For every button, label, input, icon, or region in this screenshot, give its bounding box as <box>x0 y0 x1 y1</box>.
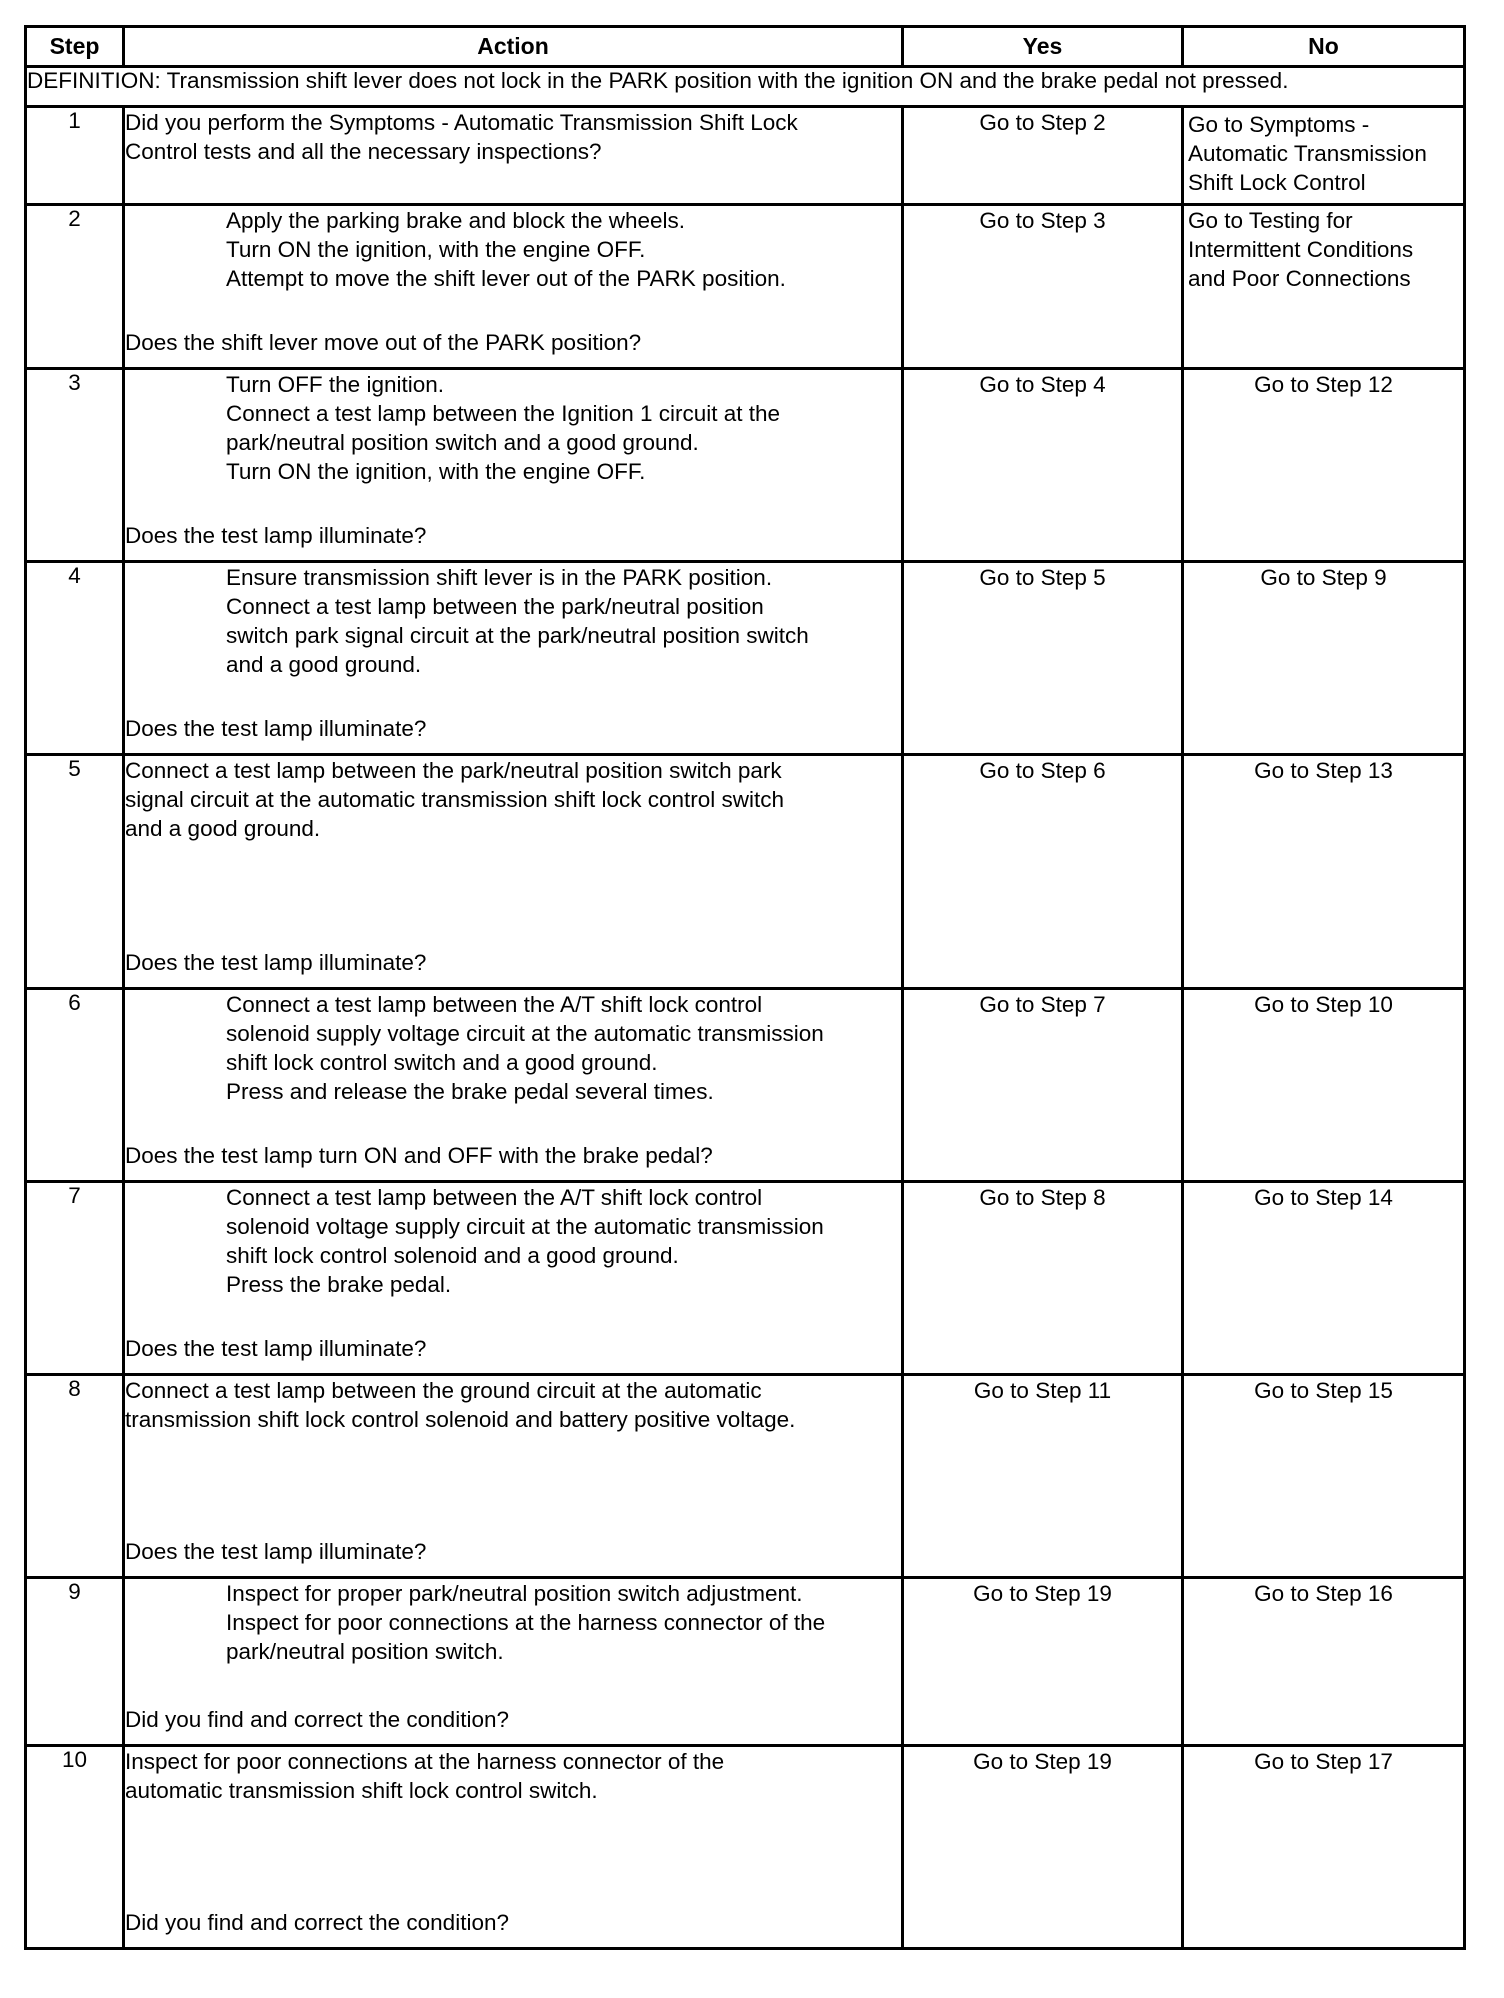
yes-result: Go to Step 6 <box>979 758 1106 783</box>
yes-cell <box>903 107 1183 205</box>
yes-result: Go to Step 2 <box>979 110 1106 135</box>
yes-cell <box>903 1182 1183 1375</box>
step-number: 6 <box>26 989 124 1182</box>
no-cell <box>1183 1182 1465 1375</box>
no-cell <box>1183 107 1465 205</box>
yes-cell <box>903 1375 1183 1578</box>
yes-cell <box>903 989 1183 1182</box>
action-substep-line: and a good ground. <box>226 652 422 677</box>
action-question: Does the test lamp turn ON and OFF with the brake pedal? <box>125 1143 713 1168</box>
no-result-line: Go to Symptoms - <box>1188 112 1370 137</box>
action-substep-line: shift lock control switch and a good ground. <box>226 1050 658 1075</box>
action-cell <box>124 107 903 205</box>
no-result-line: Go to Step 9 <box>1260 565 1387 590</box>
yes-cell <box>903 755 1183 989</box>
action-question: Does the shift lever move out of the PARK position? <box>125 330 642 355</box>
action-substep-line: Press the brake pedal. <box>226 1272 452 1297</box>
action-cell <box>124 1375 903 1578</box>
action-substep-line: Attempt to move the shift lever out of the PARK position. <box>226 266 786 291</box>
table-row <box>26 562 1465 755</box>
action-substep-line: solenoid supply voltage circuit at the automatic transmission <box>226 1021 824 1046</box>
action-cell <box>124 1578 903 1746</box>
table-row <box>26 205 1465 369</box>
step-number: 5 <box>26 755 124 989</box>
action-substep-line: Press and release the brake pedal several times. <box>226 1079 714 1104</box>
yes-result: Go to Step 8 <box>979 1185 1106 1210</box>
step-number: 1 <box>26 107 124 205</box>
header-yes: Yes <box>903 27 1183 67</box>
action-intro-line: Connect a test lamp between the ground circuit at the automatic <box>125 1378 762 1403</box>
action-substeps <box>125 1579 901 1666</box>
table-row <box>26 369 1465 562</box>
table-row <box>26 1182 1465 1375</box>
yes-result: Go to Step 19 <box>973 1749 1112 1774</box>
action-intro <box>125 1376 901 1434</box>
table-row <box>26 1578 1465 1746</box>
step-number: 9 <box>26 1578 124 1746</box>
no-cell <box>1183 369 1465 562</box>
yes-cell <box>903 369 1183 562</box>
action-intro-line: Connect a test lamp between the park/neutral position switch park <box>125 758 782 783</box>
action-intro <box>125 1747 901 1805</box>
yes-result: Go to Step 4 <box>979 372 1106 397</box>
action-substep-line: park/neutral position switch. <box>226 1639 504 1664</box>
table-row <box>26 1375 1465 1578</box>
action-intro-line: transmission shift lock control solenoid and battery positive voltage. <box>125 1407 796 1432</box>
definition-text: DEFINITION: Transmission shift lever does not lock in the PARK position with the ignition ON and the brake pedal not pressed. <box>26 67 1465 107</box>
no-result-line: Go to Step 14 <box>1254 1185 1393 1210</box>
yes-result: Go to Step 19 <box>973 1581 1112 1606</box>
yes-result: Go to Step 11 <box>973 1378 1112 1403</box>
action-question: Does the test lamp illuminate? <box>125 1539 427 1564</box>
action-cell <box>124 989 903 1182</box>
no-result-line: Go to Testing for <box>1188 208 1353 233</box>
action-intro <box>125 108 901 166</box>
action-substep-line: park/neutral position switch and a good ground. <box>226 430 699 455</box>
action-question: Does the test lamp illuminate? <box>125 523 427 548</box>
action-intro-line: and a good ground. <box>125 816 321 841</box>
step-number: 4 <box>26 562 124 755</box>
no-result-line: Automatic Transmission <box>1188 141 1427 166</box>
diagnostic-table <box>24 25 1466 1950</box>
action-substeps <box>125 206 901 293</box>
action-question: Does the test lamp illuminate? <box>125 716 427 741</box>
no-cell <box>1183 562 1465 755</box>
action-substep-line: Inspect for proper park/neutral position switch adjustment. <box>226 1581 803 1606</box>
action-substep-line: Inspect for poor connections at the harness connector of the <box>226 1610 826 1635</box>
yes-result: Go to Step 3 <box>979 208 1106 233</box>
action-intro <box>125 756 901 843</box>
action-substep-line: Connect a test lamp between the A/T shift lock control <box>226 1185 763 1210</box>
no-result-line: Go to Step 17 <box>1254 1749 1393 1774</box>
no-cell <box>1183 205 1465 369</box>
action-substeps <box>125 563 901 679</box>
action-question: Did you find and correct the condition? <box>125 1707 509 1732</box>
no-result-line: Shift Lock Control <box>1188 170 1366 195</box>
no-result-line: Go to Step 13 <box>1254 758 1393 783</box>
action-substep-line: shift lock control solenoid and a good ground. <box>226 1243 679 1268</box>
action-intro-line: signal circuit at the automatic transmission shift lock control switch <box>125 787 785 812</box>
no-result-line: Go to Step 16 <box>1254 1581 1393 1606</box>
no-result-line: Go to Step 12 <box>1254 372 1393 397</box>
table-row <box>26 755 1465 989</box>
yes-cell <box>903 1746 1183 1949</box>
action-cell <box>124 1182 903 1375</box>
action-intro-line: Inspect for poor connections at the harness connector of the <box>125 1749 725 1774</box>
no-cell <box>1183 1578 1465 1746</box>
action-substep-line: Turn ON the ignition, with the engine OFF. <box>226 237 646 262</box>
header-row <box>26 27 1465 67</box>
yes-cell <box>903 1578 1183 1746</box>
action-intro-line: automatic transmission shift lock control switch. <box>125 1778 598 1803</box>
yes-result: Go to Step 7 <box>979 992 1106 1017</box>
action-substeps <box>125 370 901 486</box>
table-row <box>26 989 1465 1182</box>
step-number: 7 <box>26 1182 124 1375</box>
action-question: Does the test lamp illuminate? <box>125 950 427 975</box>
action-substep-line: solenoid voltage supply circuit at the automatic transmission <box>226 1214 824 1239</box>
header-step: Step <box>26 27 124 67</box>
table-row <box>26 1746 1465 1949</box>
action-substep-line: Apply the parking brake and block the wheels. <box>226 208 686 233</box>
action-substeps <box>125 990 901 1106</box>
action-substep-line: Ensure transmission shift lever is in the PARK position. <box>226 565 773 590</box>
no-cell <box>1183 1375 1465 1578</box>
definition-row <box>26 67 1465 107</box>
action-substep-line: switch park signal circuit at the park/neutral position switch <box>226 623 809 648</box>
action-cell <box>124 562 903 755</box>
no-result-line: Go to Step 15 <box>1254 1378 1393 1403</box>
action-substep-line: Turn OFF the ignition. <box>226 372 445 397</box>
action-substep-line: Connect a test lamp between the Ignition 1 circuit at the <box>226 401 781 426</box>
action-cell <box>124 369 903 562</box>
yes-result: Go to Step 5 <box>979 565 1106 590</box>
yes-cell <box>903 205 1183 369</box>
step-number: 10 <box>26 1746 124 1949</box>
header-no: No <box>1183 27 1465 67</box>
action-cell <box>124 755 903 989</box>
no-cell <box>1183 1746 1465 1949</box>
step-number: 2 <box>26 205 124 369</box>
action-substep-line: Turn ON the ignition, with the engine OFF. <box>226 459 646 484</box>
no-cell <box>1183 755 1465 989</box>
action-intro-line: Control tests and all the necessary inspections? <box>125 139 602 164</box>
step-number: 3 <box>26 369 124 562</box>
no-result-line: Intermittent Conditions <box>1188 237 1414 262</box>
step-number: 8 <box>26 1375 124 1578</box>
action-question: Does the test lamp illuminate? <box>125 1336 427 1361</box>
no-result-line: Go to Step 10 <box>1254 992 1393 1017</box>
no-cell <box>1183 989 1465 1182</box>
action-intro-line: Did you perform the Symptoms - Automatic Transmission Shift Lock <box>125 110 798 135</box>
table-row <box>26 107 1465 205</box>
action-question: Did you find and correct the condition? <box>125 1910 509 1935</box>
action-cell <box>124 1746 903 1949</box>
action-cell <box>124 205 903 369</box>
no-result-line: and Poor Connections <box>1188 266 1411 291</box>
action-substeps <box>125 1183 901 1299</box>
yes-cell <box>903 562 1183 755</box>
action-substep-line: Connect a test lamp between the park/neutral position <box>226 594 764 619</box>
header-action: Action <box>124 27 903 67</box>
action-substep-line: Connect a test lamp between the A/T shift lock control <box>226 992 763 1017</box>
